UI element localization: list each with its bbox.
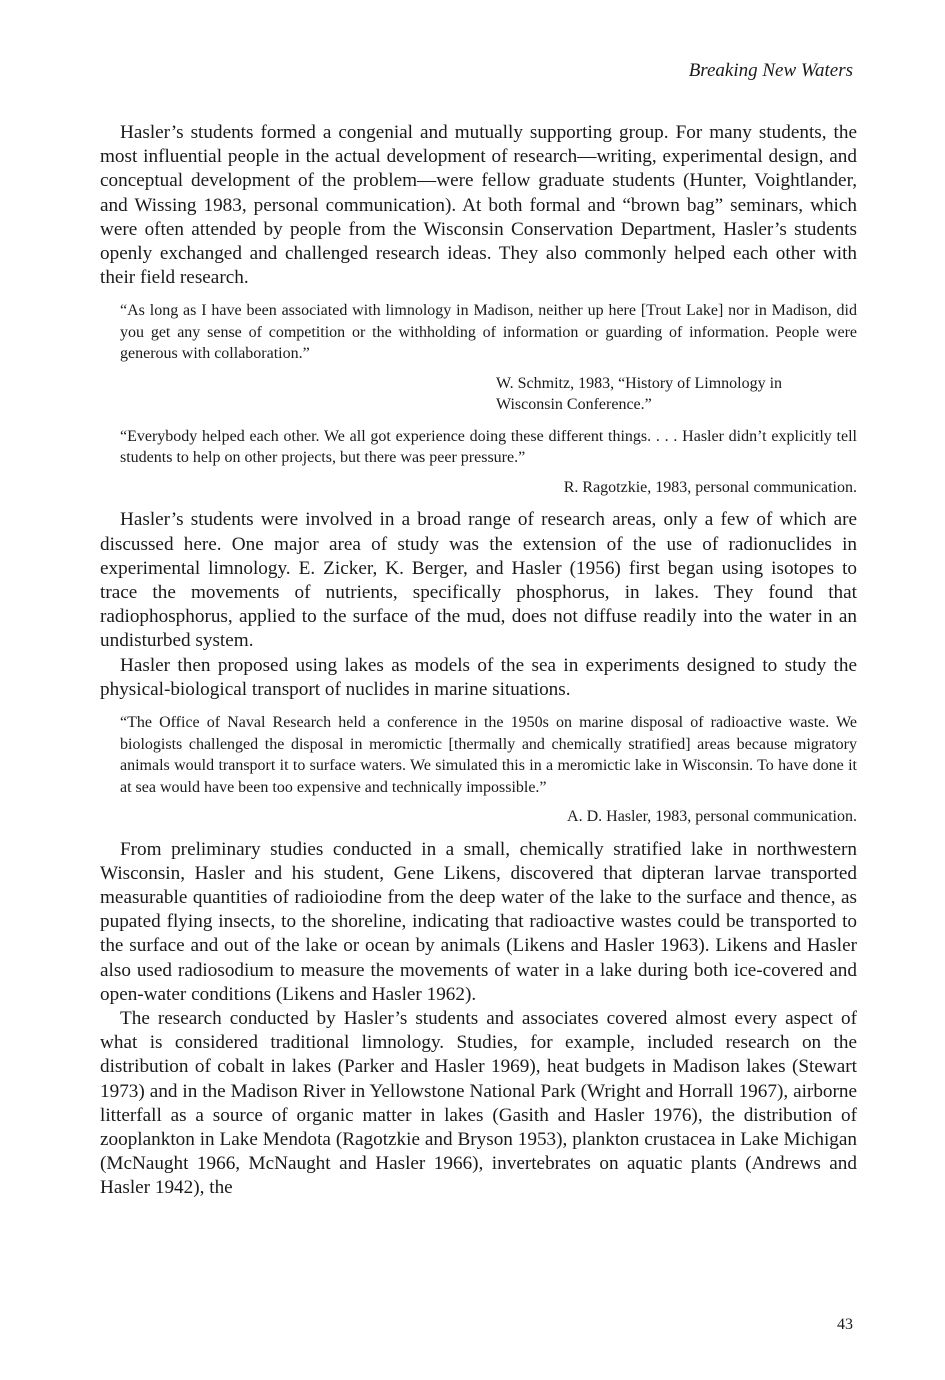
paragraph-3: Hasler then proposed using lakes as models of the sea in experiments designed to study the physical-biological transport of nuclides in marine situations.: [100, 654, 857, 700]
quote-attribution-1-line-2: Wisconsin Conference.”: [496, 396, 652, 414]
block-quote-2: “Everybody helped each other. We all got experience doing these different things. . . . Hasler didn’t explicitly tell students to help on other projects, but there was peer pressure.”: [120, 427, 857, 467]
paragraph-4: From preliminary studies conducted in a small, chemically stratified lake in northwestern Wisconsin, Hasler and his student, Gene Likens, discovered that dipteran larvae transported measurable quantities of radioiodine from the deep water of the lake to the surface and thence, as pupated flying insects, to the shoreline, indicating that radioactive wastes could be transported to the surface and out of the lake or ocean by animals (Likens and Hasler 1963). Likens and Hasler also used radiosodium to measure the movements of water in a lake during both ice-covered and open-water conditions (Likens and Hasler 1962).: [100, 838, 857, 1005]
quote-attribution-2: R. Ragotzkie, 1983, personal communication.: [563, 478, 857, 496]
block-quote-1: “As long as I have been associated with limnology in Madison, neither up here [Trout Lake] nor in Madison, did you get any sense of competition or the withholding of information or guarding of information. People were generous with collaboration.”: [120, 302, 857, 363]
block-quote-3: “The Office of Naval Research held a conference in the 1950s on marine disposal of radioactive waste. We biologists challenged the disposal in meromictic [thermally and chemically stratified] areas because migratory animals would transport it to surface waters. We simulated this in a meromictic lake in Wisconsin. To have done it at sea would have been too expensive and technically impossible.”: [120, 714, 857, 796]
page-body: [100, 121, 857, 1201]
quote-attribution-3: A. D. Hasler, 1983, personal communication.: [567, 808, 857, 826]
quote-attribution-1-line-1: W. Schmitz, 1983, “History of Limnology in: [496, 374, 783, 392]
quote-attribution-1: [496, 373, 857, 416]
page-number: 43: [837, 1316, 853, 1333]
paragraph-5: The research conducted by Hasler’s students and associates covered almost every aspect of what is considered traditional limnology. Studies, for example, included research on the distribution of cobalt in lakes (Parker and Hasler 1969), heat budgets in Madison lakes (Stewart 1973) and in the Madison River in Yellowstone National Park (Wright and Horrall 1967), airborne litterfall as a source of organic matter in lakes (Gasith and Hasler 1976), the distribution of zooplankton in Lake Mendota (Ragotzkie and Bryson 1953), plankton crustacea in Lake Michigan (McNaught 1966, McNaught and Hasler 1966), invertebrates on aquatic plants (Andrews and Hasler 1942), the: [100, 1007, 857, 1199]
paragraph-2: Hasler’s students were involved in a broad range of research areas, only a few of which are discussed here. One major area of study was the extension of the use of radionuclides in experimental limnology. E. Zicker, K. Berger, and Hasler (1956) first began using isotopes to trace the movements of nutrients, specifically phosphorus, in lakes. They found that radiophosphorus, applied to the surface of the mud, does not diffuse readily into the water in an undisturbed system.: [100, 509, 857, 652]
running-header-title: Breaking New Waters: [688, 60, 853, 81]
paragraph-1: Hasler’s students formed a congenial and mutually supporting group. For many students, the most influential people in the actual development of research—writing, experimental design, and conceptual development of the problem—were fellow graduate students (Hunter, Voightlander, and Wissing 1983, personal communication). At both formal and “brown bag” seminars, which were often attended by people from the Wisconsin Conservation Department, Hasler’s students openly exchanged and challenged research ideas. They also commonly helped each other with their field research.: [100, 122, 857, 289]
